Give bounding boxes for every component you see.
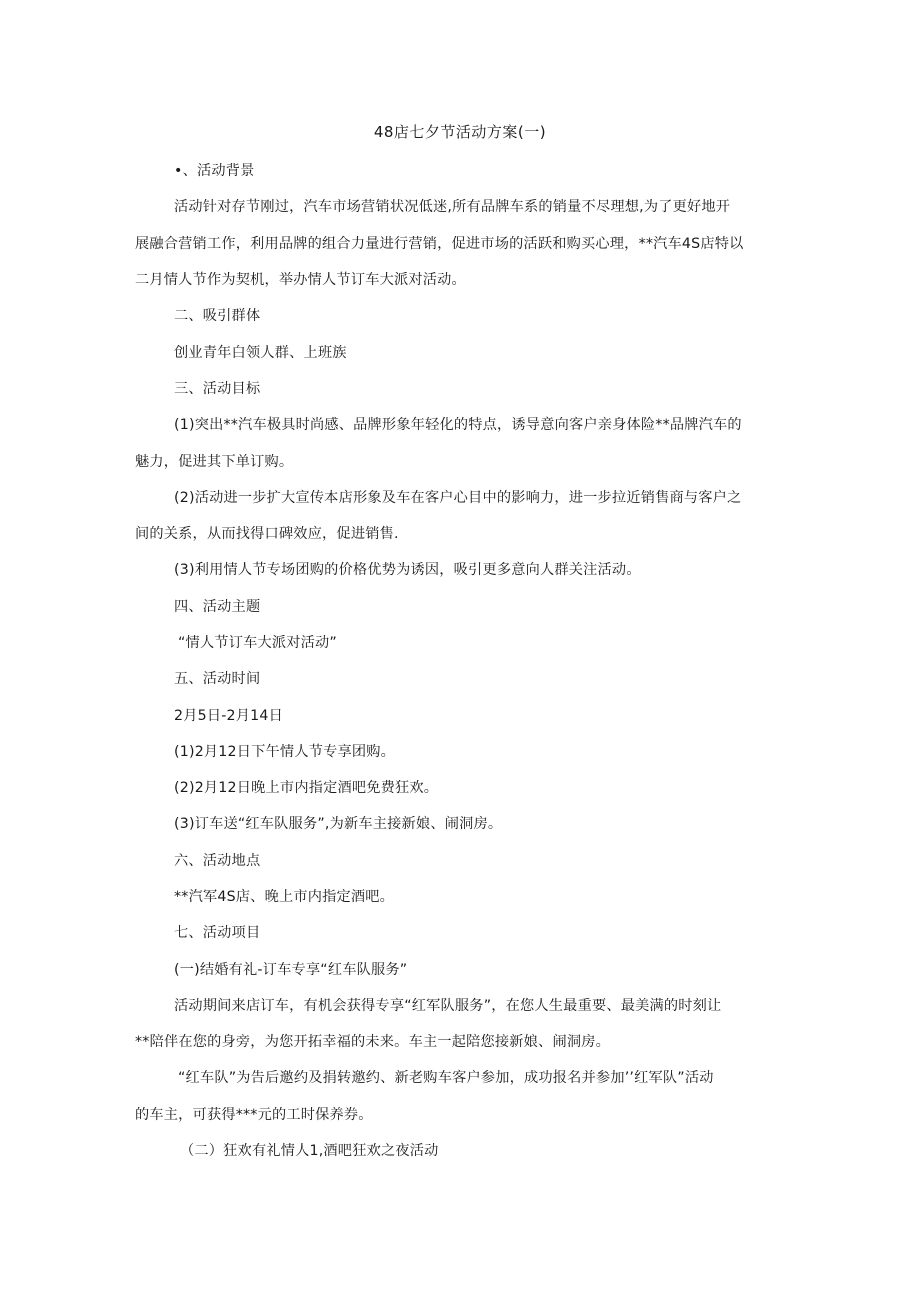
body-line: •、活动背景 [174, 163, 255, 179]
body-line: 2月5日-2月14日 [174, 708, 284, 724]
body-line: 展融合营销工作，利用品牌的组合力量进行营销，促进市场的活跃和购买心理，**汽车4S店特以 [135, 236, 744, 252]
body-line: **陪伴在您的身旁，为您开拓幸福的未来。车主一起陪您接新娘、闹洞房。 [135, 1034, 610, 1050]
body-line: （二）狂欢有礼情人1,酒吧狂欢之夜活动 [180, 1143, 439, 1159]
body-line: 活动针对存节刚过，汽车市场营销状况低迷,所有品牌车系的销量不尽理想,为了更好地开 [174, 199, 731, 215]
body-line: **汽军4S店、晚上市内指定酒吧。 [174, 889, 395, 905]
body-line: 的车主，可获得***元的工时保养券。 [135, 1107, 373, 1123]
body-line: (3)订车送“红车队服务”,为新车主接新娘、闹洞房。 [174, 816, 503, 832]
body-line: 二、吸引群体 [174, 308, 261, 324]
body-line: “情人节订车大派对活动” [178, 635, 337, 651]
body-line: 六、活动地点 [174, 853, 261, 869]
body-line: (1)突出**汽车极具时尚感、品牌形象年轻化的特点，诱导意向客户亲身体险**品牌汽车的 [174, 417, 742, 433]
body-line: 四、活动主题 [174, 599, 261, 615]
body-line: 魅力，促进其下单订购。 [135, 454, 294, 470]
body-line: 二月情人节作为契机，举办情人节订车大派对活动。 [135, 272, 466, 288]
body-line: 七、活动项目 [174, 925, 261, 941]
body-line: (2)活动进一步扩大宣传本店形象及车在客户心目中的影响力，进一步拉近销售商与客户之 [174, 490, 742, 506]
body-line: “红车队”为告后邀约及捐转邀约、新老购车客户参加，成功报名并参加’’红军队”活动 [178, 1070, 714, 1086]
body-line: 活动期间来店订车，有机会获得专享“红军队服务”，在您人生最重要、最美满的时刻让 [174, 998, 722, 1014]
body-line: (1)2月12日下午情人节专享团购。 [174, 744, 396, 760]
body-line: (3)利用情人节专场团购的价格优势为诱因，吸引更多意向人群关注活动。 [174, 562, 641, 578]
body-line: 三、活动目标 [174, 381, 261, 397]
body-line: (一)结婚有礼-订车专享“红车队服务” [174, 962, 408, 978]
body-line: 间的关系，从而找得口碑效应，促进销售. [135, 526, 399, 542]
body-line: 五、活动时间 [174, 671, 261, 687]
document-title: 48店七夕节活动方案(一) [373, 123, 547, 141]
body-line: 创业青年白领人群、上班族 [174, 345, 347, 361]
body-line: (2)2月12日晚上市内指定酒吧免费狂欢。 [174, 780, 439, 796]
